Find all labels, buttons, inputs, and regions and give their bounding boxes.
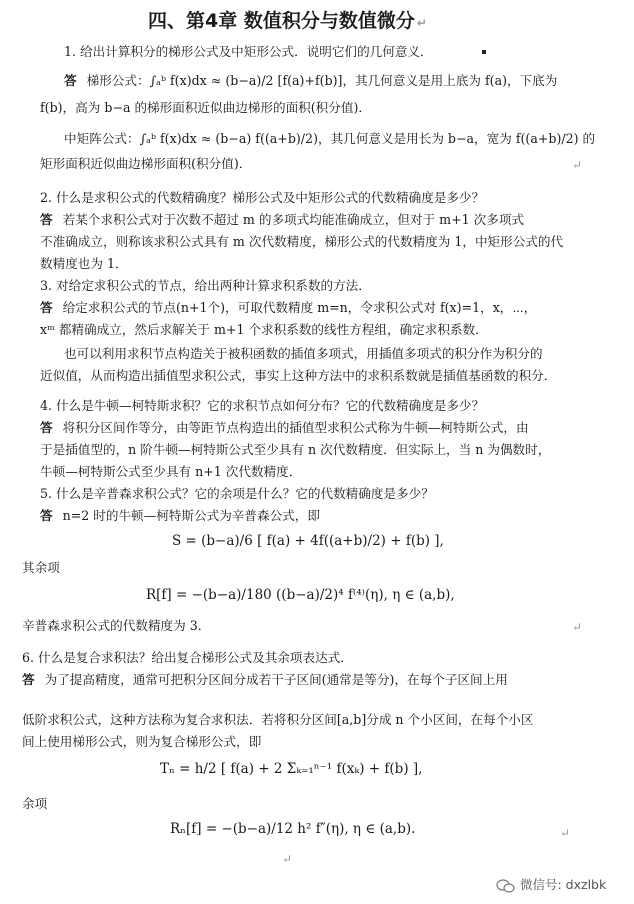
question-1: 1. 给出计算积分的梯形公式及中矩形公式．说明它们的几何意义．: [64, 44, 433, 59]
simpson-formula: S = (b−a)/6 [ f(a) + 4f((a+b)/2) + f(b) ],: [172, 533, 444, 549]
answer-label: 答: [64, 73, 77, 88]
answer-1-midpoint-line-2: 矩形面积近似曲边梯形面积(积分值)．: [40, 156, 252, 171]
answer-label: 答: [22, 672, 35, 687]
answer-1-trapezoid-line: 答 梯形公式：∫ₐᵇ f(x)dx ≈ (b−a)/2 [f(a)+f(b)]，其几何意义是用上底为 f(a)，下底为: [64, 73, 558, 88]
wechat-icon: [496, 879, 516, 893]
remainder-label: 其余项: [22, 560, 60, 575]
return-mark: ↵: [572, 158, 583, 172]
question-6: 6. 什么是复合求积法？给出复合梯形公式及其余项表达式．: [22, 650, 353, 665]
answer-3-line-3: 也可以利用求积节点构造关于被积函数的插值多项式，用插值多项式的积分作为积分的: [64, 346, 543, 361]
return-mark: ↵: [560, 826, 571, 840]
answer-3-line-4: 近似值，从而构造出插值型求积公式，事实上这种方法中的求积系数就是插值基函数的积分．: [40, 368, 557, 383]
answer-3-line-1: 答 给定求积公式的节点(n+1个)，可取代数精度 m=n，令求积公式对 f(x)=1，x，⋯，: [40, 300, 537, 315]
simpson-remainder-formula: R[f] = −(b−a)/180 ((b−a)/2)⁴ f⁽⁴⁾(η), η ∈ (a,b),: [146, 587, 455, 603]
question-4: 4. 什么是牛顿—柯特斯求积？它的求积节点如何分布？它的代数精确度是多少？: [40, 398, 485, 413]
answer-1-midpoint-line: 中矩阵公式：∫ₐᵇ f(x)dx ≈ (b−a) f((a+b)/2)，其几何意义是用长为 b−a，宽为 f((a+b)/2) 的: [64, 131, 596, 146]
remainder-label-2: 余项: [22, 796, 48, 811]
answer-3-line-2: xᵐ 都精确成立，然后求解关于 m+1 个求积系数的线性方程组，确定求积系数．: [40, 322, 488, 337]
question-5: 5. 什么是辛普森求积公式？它的余项是什么？它的代数精确度是多少？: [40, 486, 434, 501]
answer-2-line-3: 数精度也为 1．: [40, 256, 128, 271]
answer-6-line-3: 间上使用梯形公式，则为复合梯形公式，即: [22, 734, 262, 749]
answer-6-line-2: 低阶求积公式，这种方法称为复合求积法．若将积分区间[a,b]分成 n 个小区间，在每个小区: [22, 712, 534, 727]
return-mark: ↵: [572, 620, 583, 634]
simpson-conclusion: 辛普森求积公式的代数精度为 3．: [22, 618, 211, 633]
answer-1-trapezoid-line-2: f(b)，高为 b−a 的梯形面积近似曲边梯形的面积(积分值)．: [40, 100, 371, 115]
answer-2-line-1: 答 若某个求积公式对于次数不超过 m 的多项式均能准确成立，但对于 m+1 次多项式: [40, 212, 525, 227]
composite-remainder-formula: Rₙ[f] = −(b−a)/12 h² f″(η), η ∈ (a,b).: [170, 821, 416, 837]
trapezoid-formula: ∫ₐᵇ f(x)dx ≈ (b−a)/2 [f(a)+f(b)]: [149, 73, 343, 88]
answer-4-line-1: 答 将积分区间作等分，由等距节点构造出的插值型求积公式称为牛顿—柯特斯公式，由: [40, 420, 529, 435]
answer-5-line-1: 答 n=2 时的牛顿—柯特斯公式为辛普森公式，即: [40, 508, 320, 523]
answer-6-line-1: 答 为了提高精度，通常可把积分区间分成若干子区间(通常是等分)，在每个子区间上用: [22, 672, 508, 687]
question-3: 3. 对给定求积公式的节点，给出两种计算求积系数的方法．: [40, 278, 371, 293]
question-2: 2. 什么是求积公式的代数精确度？梯形公式及中矩形公式的代数精确度是多少？: [40, 190, 485, 205]
answer-4-line-3: 牛顿—柯特斯公式至少具有 n+1 次代数精度．: [40, 464, 302, 479]
answer-label: 答: [40, 300, 53, 315]
midpoint-formula: ∫ₐᵇ f(x)dx ≈ (b−a) f((a+b)/2): [139, 131, 318, 146]
answer-2-line-2: 不准确成立，则称该求积公式具有 m 次代数精度，梯形公式的代数精度为 1，中矩形公式的代: [40, 234, 564, 249]
answer-label: 答: [40, 508, 53, 523]
answer-label: 答: [40, 420, 53, 435]
stray-dot: [482, 50, 486, 54]
answer-4-line-2: 于是插值型的，n 阶牛顿—柯特斯公式至少具有 n 次代数精度．但实际上，当 n 为偶数时，: [40, 442, 551, 457]
page-title: 四、第4章 数值积分与数值微分 ↵: [148, 10, 427, 32]
composite-trapezoid-formula: Tₙ = h/2 [ f(a) + 2 Σₖ₌₁ⁿ⁻¹ f(xₖ) + f(b) ],: [160, 761, 423, 777]
answer-label: 答: [40, 212, 53, 227]
watermark: 微信号: dxzlbk: [496, 875, 606, 893]
return-mark: ↵: [282, 852, 293, 866]
